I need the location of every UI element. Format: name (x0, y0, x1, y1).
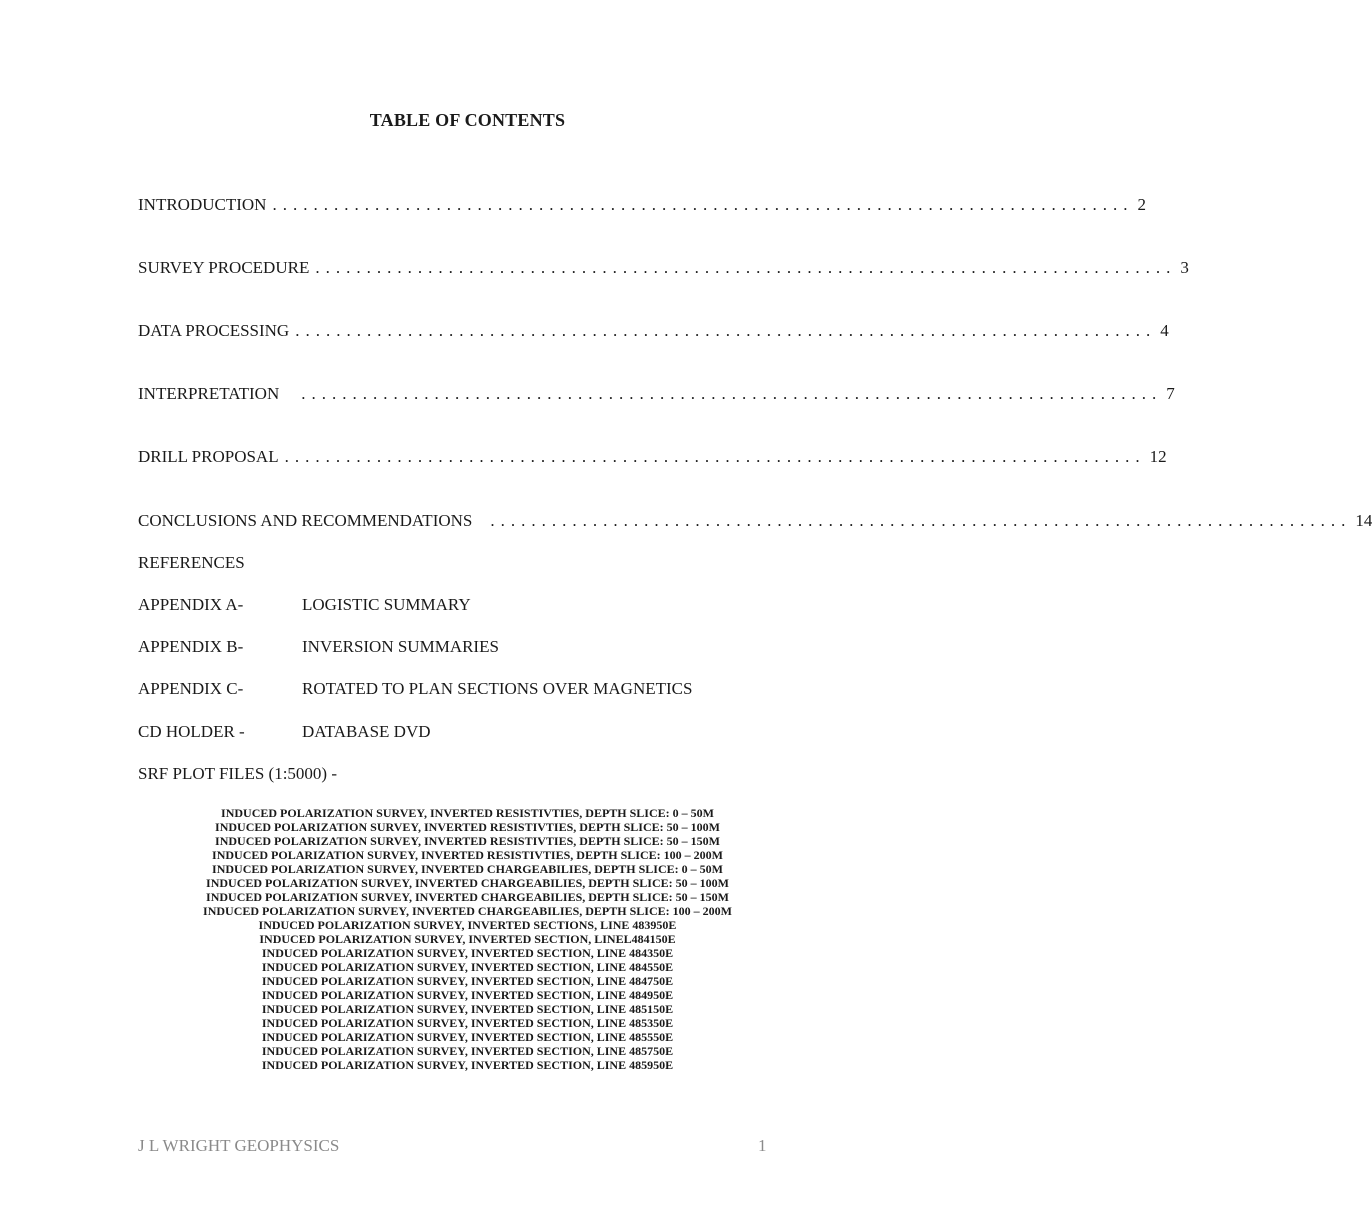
plot-file-item[interactable]: INDUCED POLARIZATION SURVEY, INVERTED RESISTIVTIES, DEPTH SLICE: 0 – 50M (221, 806, 714, 820)
appendix-b-label: APPENDIX B- (138, 637, 244, 656)
toc-entry-page: 2 (1137, 195, 1146, 214)
plot-file-item[interactable]: INDUCED POLARIZATION SURVEY, INVERTED SECTION, LINE 485950E (261, 1058, 674, 1072)
toc-entry-page: 4 (1160, 321, 1169, 340)
toc-dot-leader: .................................................................................... (284, 447, 1146, 466)
toc-entry-data-processing[interactable] (138, 321, 1169, 343)
plot-file-item[interactable]: INDUCED POLARIZATION SURVEY, INVERTED SECTION, LINE 484950E (261, 988, 674, 1002)
toc-entry-page: 14 (1355, 511, 1372, 530)
cd-holder-desc[interactable]: DATABASE DVD (302, 722, 431, 741)
plot-file-item[interactable]: INDUCED POLARIZATION SURVEY, INVERTED SECTION, LINEL484150E (259, 932, 676, 946)
toc-entry-label: DATA PROCESSING (138, 321, 290, 340)
toc-entry-label: INTERPRETATION (138, 384, 280, 403)
plot-file-item[interactable]: INDUCED POLARIZATION SURVEY, INVERTED SECTION, LINE 485750E (261, 1044, 674, 1058)
references-heading[interactable]: REFERENCES (138, 553, 245, 572)
toc-entry-label: INTRODUCTION (138, 195, 267, 214)
plot-file-item[interactable]: INDUCED POLARIZATION SURVEY, INVERTED SECTION, LINE 485350E (261, 1016, 674, 1030)
toc-entry-page: 3 (1180, 258, 1189, 277)
plot-file-item[interactable]: INDUCED POLARIZATION SURVEY, INVERTED CHARGEABILIES, DEPTH SLICE: 0 – 50M (212, 862, 723, 876)
toc-entry-conclusions[interactable] (138, 511, 1372, 533)
toc-entry-label: CONCLUSIONS AND RECOMMENDATIONS (138, 511, 473, 530)
appendix-c-label: APPENDIX C- (138, 679, 244, 698)
footer-page-number: 1 (758, 1136, 767, 1155)
plot-file-item[interactable]: INDUCED POLARIZATION SURVEY, INVERTED SECTION, LINE 484550E (261, 960, 674, 974)
toc-entry-label: DRILL PROPOSAL (138, 447, 279, 466)
appendix-a-desc[interactable]: LOGISTIC SUMMARY (302, 595, 471, 614)
plot-file-list (0, 806, 935, 1072)
toc-dot-leader: .................................................................................... (301, 384, 1163, 403)
plot-file-item[interactable]: INDUCED POLARIZATION SURVEY, INVERTED RESISTIVTIES, DEPTH SLICE: 50 – 150M (215, 834, 720, 848)
plot-file-item[interactable]: INDUCED POLARIZATION SURVEY, INVERTED CHARGEABILIES, DEPTH SLICE: 50 – 100M (206, 876, 729, 890)
toc-dot-leader: .................................................................................... (490, 511, 1352, 530)
plot-file-item[interactable]: INDUCED POLARIZATION SURVEY, INVERTED RESISTIVTIES, DEPTH SLICE: 100 – 200M (212, 848, 723, 862)
toc-entry-survey-procedure[interactable] (138, 258, 1189, 280)
toc-dot-leader: .................................................................................... (272, 195, 1134, 214)
toc-entry-interpretation[interactable] (138, 384, 1175, 406)
appendix-c-desc[interactable]: ROTATED TO PLAN SECTIONS OVER MAGNETICS (302, 679, 693, 698)
plot-file-item[interactable]: INDUCED POLARIZATION SURVEY, INVERTED SECTION, LINE 484350E (261, 946, 674, 960)
appendix-a-label: APPENDIX A- (138, 595, 244, 614)
toc-dot-leader: .................................................................................... (295, 321, 1157, 340)
plot-file-item[interactable]: INDUCED POLARIZATION SURVEY, INVERTED CHARGEABILIES, DEPTH SLICE: 100 – 200M (203, 904, 732, 918)
cd-holder-label: CD HOLDER - (138, 722, 245, 741)
plot-file-item[interactable]: INDUCED POLARIZATION SURVEY, INVERTED SECTION, LINE 485150E (261, 1002, 674, 1016)
toc-entry-page: 7 (1166, 384, 1175, 403)
plot-file-item[interactable]: INDUCED POLARIZATION SURVEY, INVERTED SECTION, LINE 485550E (261, 1030, 674, 1044)
footer-company: J L WRIGHT GEOPHYSICS (138, 1136, 340, 1155)
plot-file-item[interactable]: INDUCED POLARIZATION SURVEY, INVERTED CHARGEABILIES, DEPTH SLICE: 50 – 150M (206, 890, 729, 904)
srf-plot-files-heading: SRF PLOT FILES (1:5000) - (138, 764, 337, 783)
plot-file-item[interactable]: INDUCED POLARIZATION SURVEY, INVERTED SECTIONS, LINE 483950E (258, 918, 677, 932)
toc-entry-drill-proposal[interactable] (138, 447, 1167, 469)
toc-entry-page: 12 (1149, 447, 1167, 466)
toc-dot-leader: .................................................................................... (315, 258, 1177, 277)
appendix-b-desc[interactable]: INVERSION SUMMARIES (302, 637, 499, 656)
toc-entry-introduction[interactable] (138, 195, 1146, 217)
plot-file-item[interactable]: INDUCED POLARIZATION SURVEY, INVERTED SECTION, LINE 484750E (261, 974, 674, 988)
toc-entry-label: SURVEY PROCEDURE (138, 258, 310, 277)
page-title: TABLE OF CONTENTS (369, 110, 566, 130)
plot-file-item[interactable]: INDUCED POLARIZATION SURVEY, INVERTED RESISTIVTIES, DEPTH SLICE: 50 – 100M (215, 820, 720, 834)
